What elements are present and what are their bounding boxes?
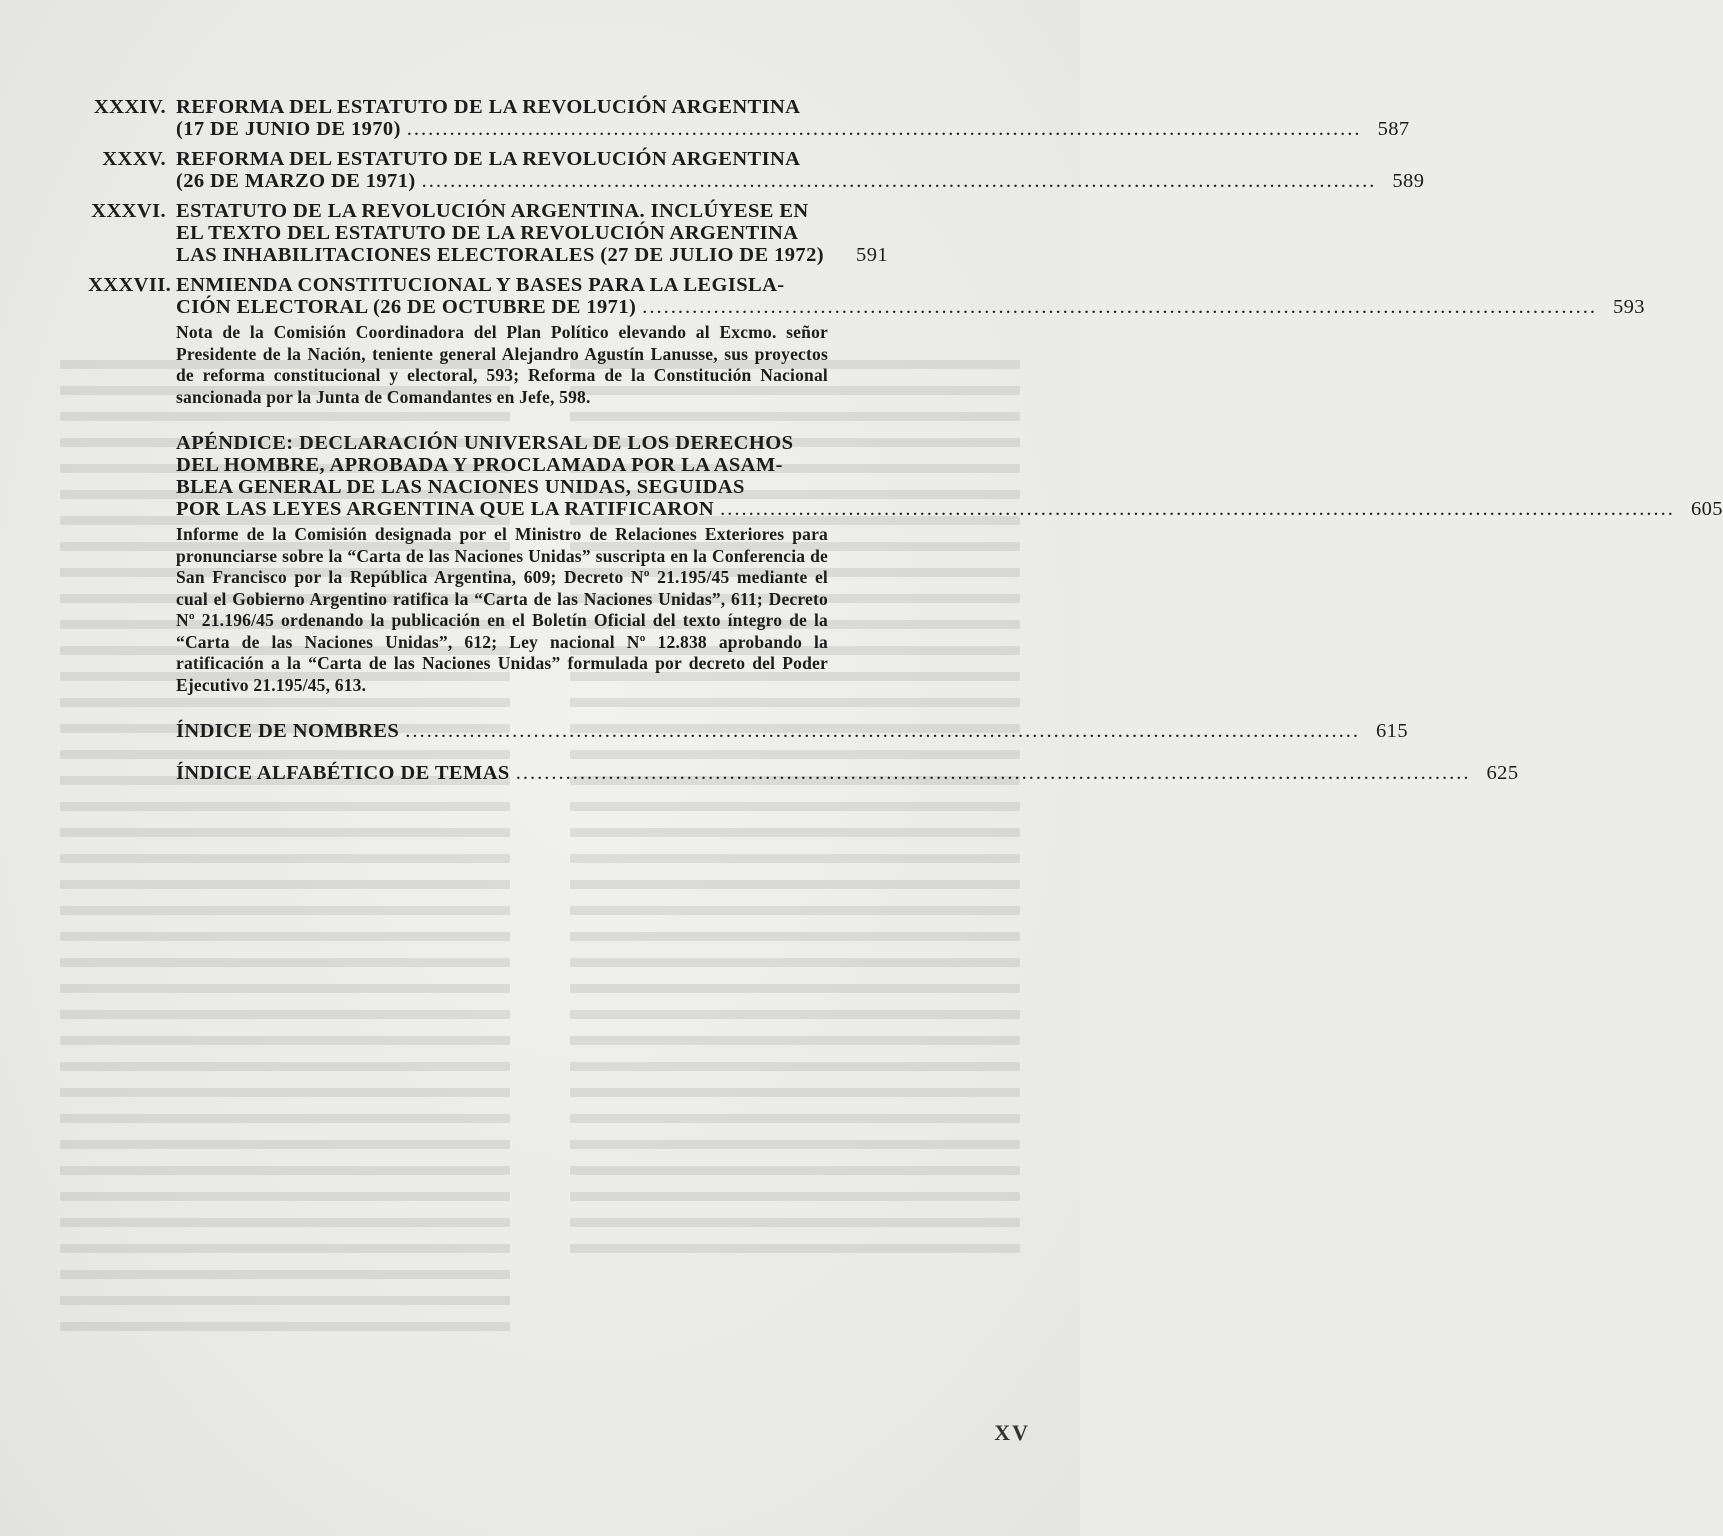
toc-entry-xxxv [88,148,1425,192]
page-number: 605 [1690,498,1723,520]
index-title: ÍNDICE ALFABÉTICO DE TEMAS [176,762,510,784]
entry-title-line: (26 DE MARZO DE 1971) [176,170,416,192]
toc-entry-xxxvii [88,274,1645,408]
index-title: ÍNDICE DE NOMBRES [176,720,400,742]
appendix-title-line: APÉNDICE: DECLARACIÓN UNIVERSAL DE LOS DERECHOS [176,432,794,454]
appendix-title-line: DEL HOMBRE, APROBADA Y PROCLAMADA POR LA ASAM- [176,454,783,476]
folio-page-number: XV [994,1420,1030,1445]
toc-entry-xxxvi [88,200,888,266]
leader-dots [407,118,1362,140]
appendix-note: Informe de la Comisión designada por el Ministro de Relaciones Exteriores para pronunciarse sobre la “Carta de las Naciones Unidas” suscripta en la Conferencia de San Francisco por la República Argentina, 609; Decreto Nº 21.195/45 mediante el cual el Gobierno Argentino ratifica la “Carta de las Naciones Unidas”, 611; Decreto Nº 21.196/45 ordenando la publicación en el Boletín Oficial del texto íntegro de la “Carta de las Naciones Unidas”, 612; Ley nacional Nº 12.838 aprobando la ratificación a la “Carta de las Naciones Unidas” formulada por decreto del Poder Ejecutivo 21.195/45, 613. [176,524,828,695]
entry-number: XXXIV. [93,96,166,118]
entry-title-line: REFORMA DEL ESTATUTO DE LA REVOLUCIÓN ARGENTINA [176,96,801,118]
entry-title-line: REFORMA DEL ESTATUTO DE LA REVOLUCIÓN ARGENTINA [176,148,801,170]
leader-dots [516,762,1471,784]
entry-title-line: ENMIENDA CONSTITUCIONAL Y BASES PARA LA LEGISLA- [176,274,785,296]
page-number: 615 [1376,720,1408,742]
leader-dots [405,720,1360,742]
index-list [88,720,1519,784]
entry-title-line: LAS INHABILITACIONES ELECTORALES (27 DE JULIO DE 1972) [176,244,824,266]
page-number: 591 [856,244,888,266]
appendix-title-line: POR LAS LEYES ARGENTINA QUE LA RATIFICARON [176,498,715,520]
toc-entry-appendix [88,432,1723,696]
leader-dots [720,498,1675,520]
entry-number: XXXVII. [88,274,172,296]
entry-title-line: ESTATUTO DE LA REVOLUCIÓN ARGENTINA. INCLÚYESE EN [176,200,809,222]
entry-title-line: CIÓN ELECTORAL (26 DE OCTUBRE DE 1971) [176,296,637,318]
entry-note: Nota de la Comisión Coordinadora del Plan Político elevando al Excmo. señor Presidente de la Nación, teniente general Alejandro Agustín Lanusse, sus proyectos de reforma constitucional y electoral, 593; Reforma de la Constitución Nacional sancionada por la Junta de Comandantes en Jefe, 598. [176,322,828,407]
toc-entry-index-topics [88,762,1519,784]
page-number: 625 [1486,762,1519,784]
leader-dots [422,170,1377,192]
entry-title-line: (17 DE JUNIO DE 1970) [176,118,401,140]
appendix-title-line: BLEA GENERAL DE LAS NACIONES UNIDAS, SEGUIDAS [176,476,745,498]
page-number: 589 [1392,170,1425,192]
entry-number: XXXV. [102,148,166,170]
toc-entry-index-names [88,720,1408,742]
leader-dots [642,296,1597,318]
page-number: 587 [1377,118,1410,140]
entry-title-line: EL TEXTO DEL ESTATUTO DE LA REVOLUCIÓN ARGENTINA [176,222,799,244]
toc-entry-xxxiv [88,96,1410,140]
page-number: 593 [1613,296,1645,318]
entry-number: XXXVI. [91,200,166,222]
table-of-contents [88,96,1723,804]
